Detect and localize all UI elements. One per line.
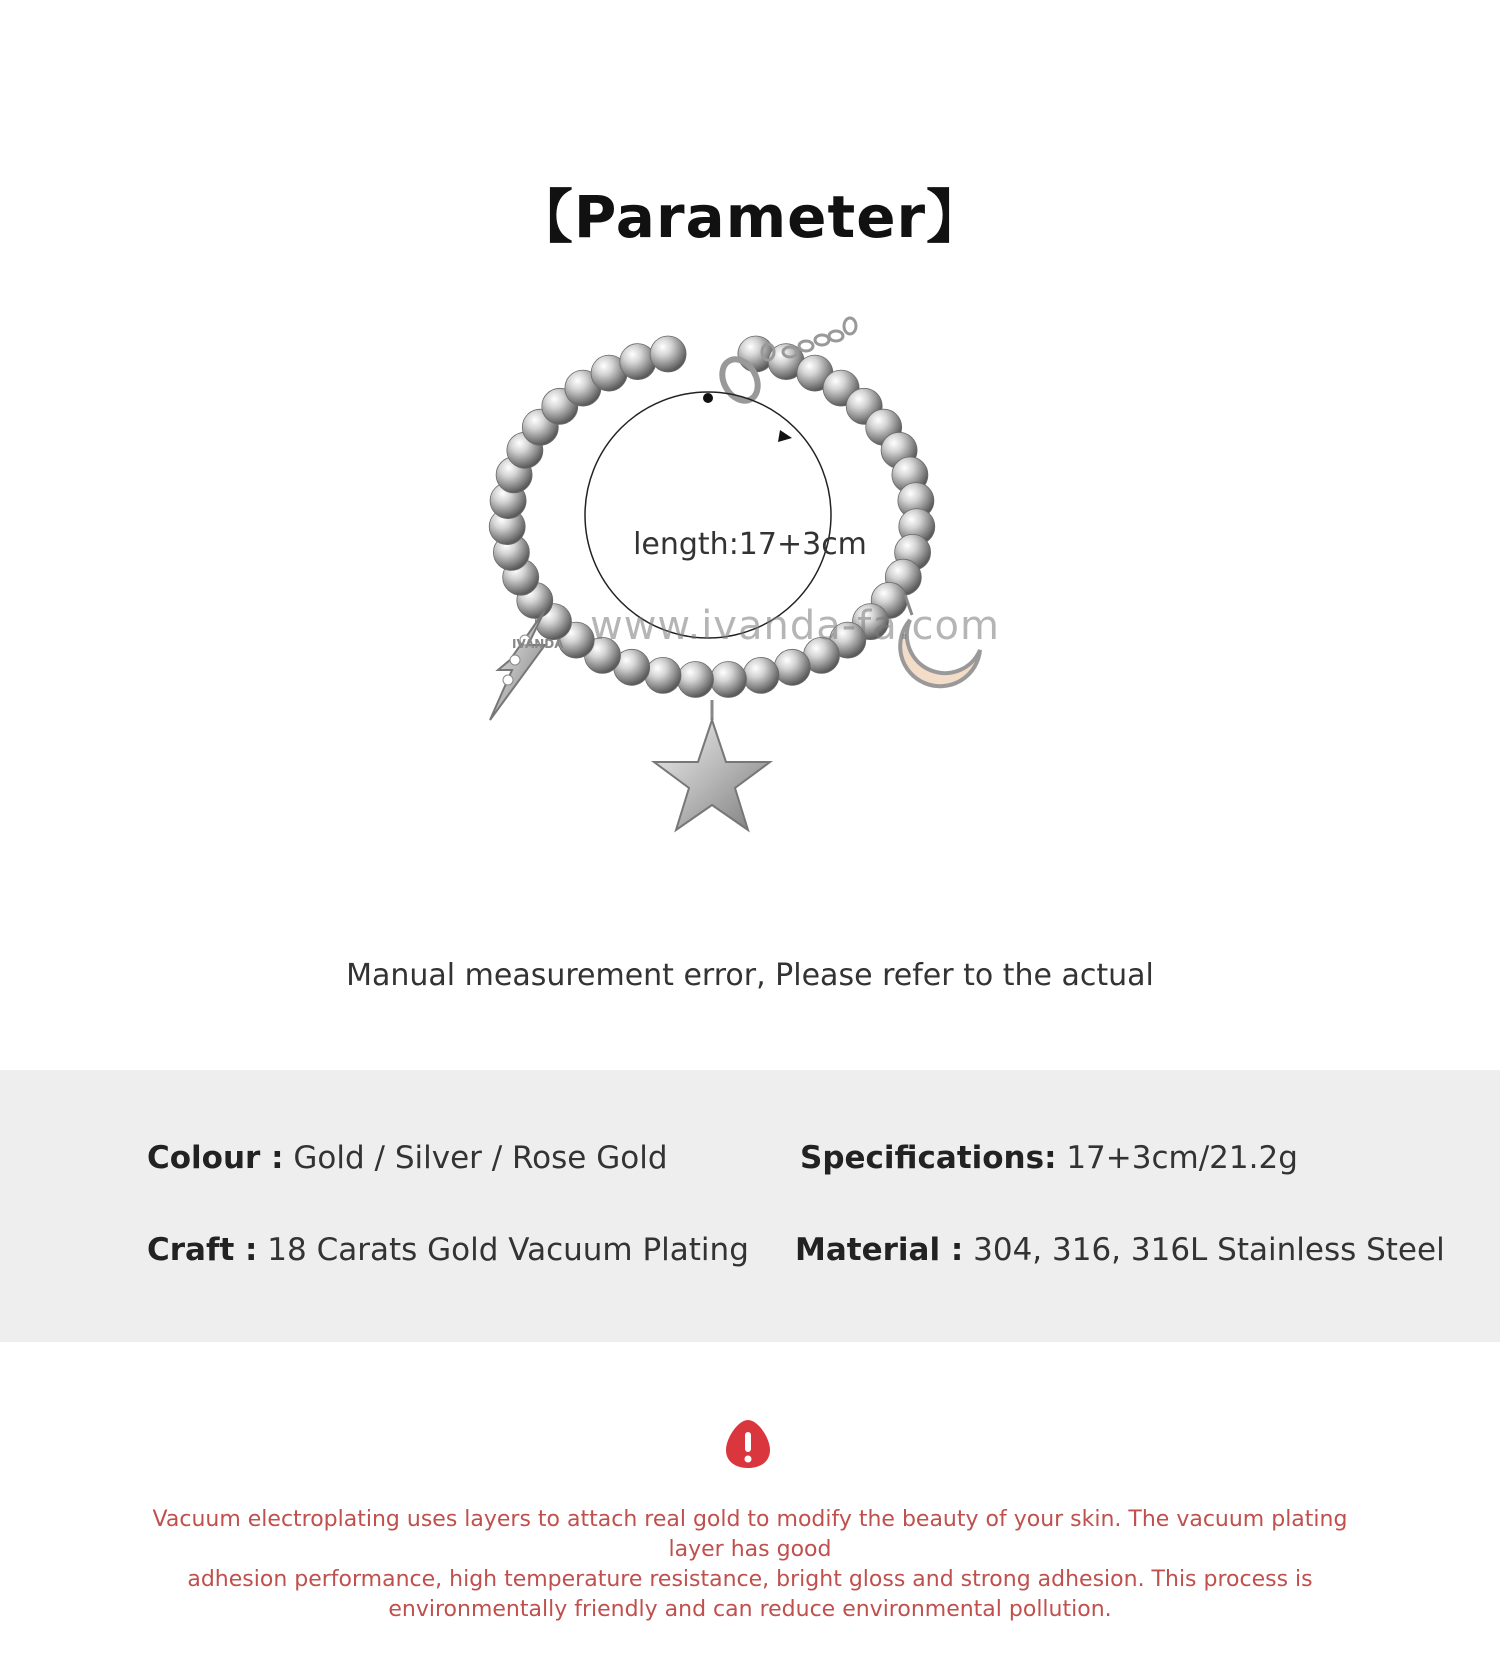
- bead: [645, 657, 681, 693]
- lightning-charm: [490, 610, 545, 720]
- star-charm: [654, 700, 770, 830]
- spec-colour-label: Colour :: [147, 1140, 284, 1176]
- measurement-circle: [585, 392, 831, 638]
- spec-panel: [0, 1070, 1500, 1342]
- watermark-text: www.ivanda-fa.com: [590, 603, 1000, 649]
- spec-material-value: 304, 316, 316L Stainless Steel: [963, 1232, 1445, 1268]
- spec-colour: [147, 1140, 668, 1176]
- bead: [774, 649, 810, 685]
- spec-specifications: [800, 1140, 1298, 1176]
- bead: [650, 336, 686, 372]
- measurement-note: Manual measurement error, Please refer to the actual: [346, 958, 1154, 993]
- spec-craft-label: Craft :: [147, 1232, 258, 1268]
- spec-colour-value: Gold / Silver / Rose Gold: [283, 1140, 668, 1176]
- plating-description: [140, 1505, 1360, 1625]
- length-label: length:17+3cm: [633, 527, 867, 562]
- spec-craft-value: 18 Carats Gold Vacuum Plating: [257, 1232, 749, 1268]
- spec-specifications-label: Specifications:: [800, 1140, 1057, 1176]
- spec-specifications-value: 17+3cm/21.2g: [1056, 1140, 1298, 1176]
- page-title: 【Parameter】: [514, 183, 986, 251]
- spec-material-label: Material :: [795, 1232, 964, 1268]
- exclamation-icon: [724, 1418, 772, 1470]
- plating-description-line: Vacuum electroplating uses layers to attach real gold to modify the beauty of your skin. The vacuum plating layer has good: [152, 1507, 1348, 1562]
- spec-craft: [147, 1232, 749, 1268]
- bead: [743, 657, 779, 693]
- watermark-logo: IVANDA: [512, 637, 564, 651]
- spec-material: [795, 1232, 1445, 1268]
- bead: [711, 662, 747, 698]
- plating-description-line: adhesion performance, high temperature resistance, bright gloss and strong adhesion. This process is: [187, 1567, 1313, 1592]
- bead: [678, 662, 714, 698]
- bracelet-image: [450, 300, 1050, 880]
- plating-description-line: environmentally friendly and can reduce environmental pollution.: [388, 1597, 1112, 1622]
